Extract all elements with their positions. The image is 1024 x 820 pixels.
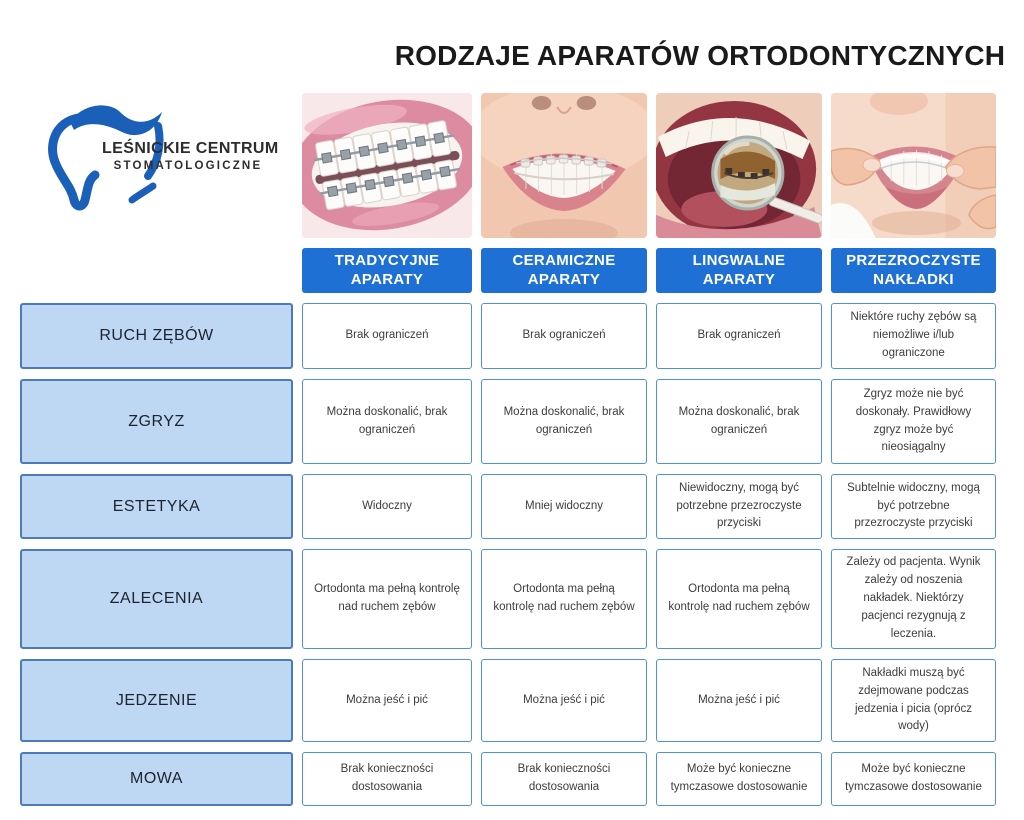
- cell-recommendations-ceramic: Ortodonta ma pełną kontrolę nad ruchem zębów: [481, 549, 647, 649]
- cell-aesthetics-traditional: Widoczny: [302, 474, 472, 539]
- logo-name: LEŚNICKIE CENTRUM: [102, 140, 279, 157]
- cell-bite-ceramic: Można doskonalić, brak ograniczeń: [481, 379, 647, 464]
- cell-eating-ceramic: Można jeść i pić: [481, 659, 647, 742]
- cell-recommendations-aligners: Zależy od pacjenta. Wynik zależy od noszenia nakładek. Niektórzy pacjenci rezygnują z leczenia.: [831, 549, 996, 649]
- cell-eating-traditional: Można jeść i pić: [302, 659, 472, 742]
- cell-bite-lingual: Można doskonalić, brak ograniczeń: [656, 379, 822, 464]
- column-header-clear-aligners: PRZEZROCZYSTE NAKŁADKI: [831, 248, 996, 293]
- cell-recommendations-lingual: Ortodonta ma pełną kontrolę nad ruchem zębów: [656, 549, 822, 649]
- cell-aesthetics-lingual: Niewidoczny, mogą być potrzebne przezroczyste przyciski: [656, 474, 822, 539]
- cell-tooth-movement-ceramic: Brak ograniczeń: [481, 303, 647, 369]
- cell-tooth-movement-lingual: Brak ograniczeń: [656, 303, 822, 369]
- cell-speech-traditional: Brak konieczności dostosowania: [302, 752, 472, 806]
- cell-bite-aligners: Zgryz może nie być doskonały. Prawidłowy zgryz może być nieosiągalny: [831, 379, 996, 464]
- row-label-aesthetics: ESTETYKA: [20, 474, 293, 539]
- cell-speech-ceramic: Brak konieczności dostosowania: [481, 752, 647, 806]
- spacer: [20, 248, 293, 293]
- cell-bite-traditional: Można doskonalić, brak ograniczeń: [302, 379, 472, 464]
- cell-tooth-movement-aligners: Niektóre ruchy zębów są niemożliwe i/lub ograniczone: [831, 303, 996, 369]
- photo-ceramic-braces: [481, 93, 647, 238]
- column-header-ceramic: CERAMICZNE APARATY: [481, 248, 647, 293]
- cell-aesthetics-ceramic: Mniej widoczny: [481, 474, 647, 539]
- traditional-metal-braces-photo: [302, 93, 472, 238]
- cell-recommendations-traditional: Ortodonta ma pełną kontrolę nad ruchem zębów: [302, 549, 472, 649]
- cell-aesthetics-aligners: Subtelnie widoczny, mogą być potrzebne przezroczyste przyciski: [831, 474, 996, 539]
- clear-aligner-photo: [831, 93, 996, 238]
- column-header-traditional: TRADYCYJNE APARATY: [302, 248, 472, 293]
- cell-eating-lingual: Można jeść i pić: [656, 659, 822, 742]
- logo-subtitle: STOMATOLOGICZNE: [113, 160, 263, 172]
- cell-eating-aligners: Nakładki muszą być zdejmowane podczas jedzenia i picia (oprócz wody): [831, 659, 996, 742]
- row-label-eating: JEDZENIE: [20, 659, 293, 742]
- column-header-lingual: LINGWALNE APARATY: [656, 248, 822, 293]
- page-title: RODZAJE APARATÓW ORTODONTYCZNYCH: [394, 40, 1006, 71]
- cell-speech-lingual: Może być konieczne tymczasowe dostosowanie: [656, 752, 822, 806]
- spacer: [20, 93, 293, 238]
- cell-tooth-movement-traditional: Brak ograniczeń: [302, 303, 472, 369]
- row-label-tooth-movement: RUCH ZĘBÓW: [20, 303, 293, 369]
- ceramic-braces-photo: [481, 93, 647, 238]
- row-label-recommendations: ZALECENIA: [20, 549, 293, 649]
- comparison-table: [20, 93, 996, 806]
- row-label-bite: ZGRYZ: [20, 379, 293, 464]
- cell-speech-aligners: Może być konieczne tymczasowe dostosowanie: [831, 752, 996, 806]
- row-label-speech: MOWA: [20, 752, 293, 806]
- photo-traditional-braces: [302, 93, 472, 238]
- photo-clear-aligner: [831, 93, 996, 238]
- photo-lingual-braces: [656, 93, 822, 238]
- lingual-braces-mirror-photo: [656, 93, 822, 238]
